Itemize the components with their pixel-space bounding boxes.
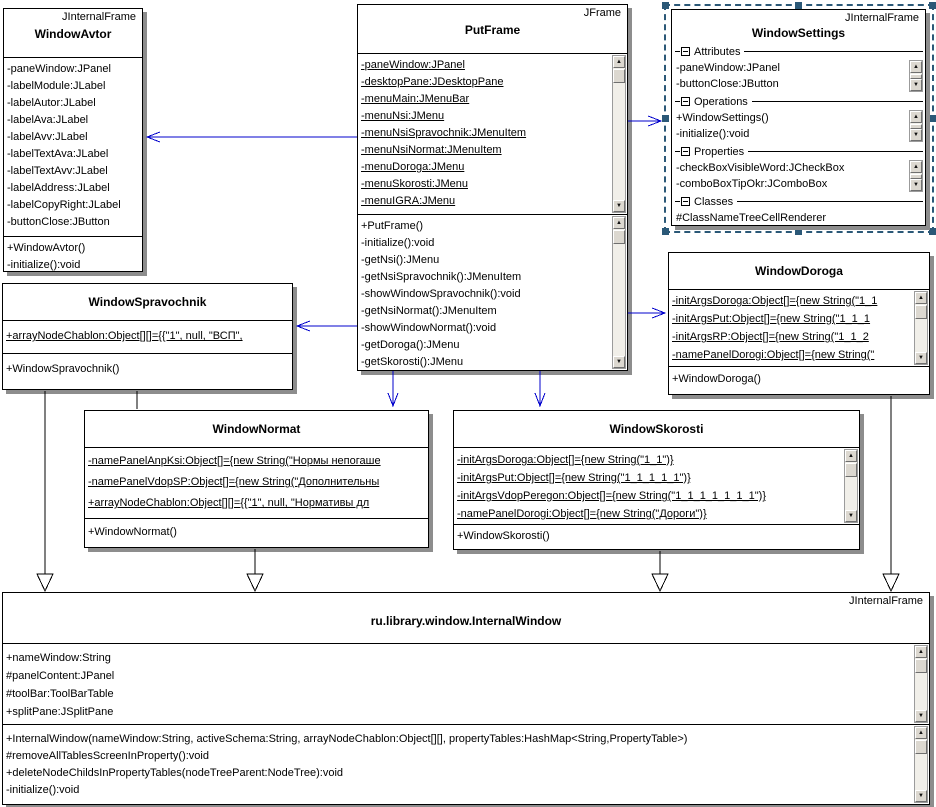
class-name: PutFrame: [464, 23, 521, 37]
member-row: -initialize():void: [6, 784, 80, 796]
divider: [752, 101, 923, 102]
member-row: +arrayNodeChablon:Object[][]={{"1", null, "Нормативы дл: [88, 497, 370, 509]
section-label: Operations: [694, 95, 748, 108]
member-row: +WindowNormat(): [88, 526, 177, 538]
scrollbar-track[interactable]: [613, 83, 625, 200]
scrollbar[interactable]: [914, 291, 928, 365]
attributes-compartment: [358, 53, 627, 214]
member-row: +WindowSettings(): [676, 112, 769, 124]
member-row: #removeAllTablesScreenInProperty():void: [6, 750, 209, 762]
member-row: -namePanelAnpKsi:Object[]={new String("Нормы непогаше: [88, 455, 381, 467]
member-row: #panelContent:JPanel: [6, 670, 115, 682]
divider: [737, 201, 923, 202]
class-title: [358, 5, 627, 53]
generalization-windowskorosti-to-internalwindow[interactable]: [652, 551, 668, 591]
class-title: [85, 411, 428, 447]
member-row: -menuNsiSpravochnik:JMenuItem: [361, 127, 527, 139]
class-name: WindowSkorosti: [609, 422, 704, 436]
scrollbar-up-button[interactable]: ▲: [910, 161, 922, 173]
scrollbar-down-button[interactable]: ▼: [910, 129, 922, 141]
member-row: -menuNsiNormat:JMenuItem: [361, 144, 502, 156]
stereotype-label: JFrame: [583, 7, 621, 19]
member-row: #ClassNameTreeCellRenderer: [676, 212, 826, 224]
class-window-spravochnik[interactable]: [2, 283, 293, 390]
member-row: -labelAutor:JLabel: [7, 97, 96, 109]
selection-handle[interactable]: [662, 228, 669, 235]
scrollbar[interactable]: [844, 449, 858, 523]
attributes-compartment: [85, 447, 428, 518]
scrollbar-track[interactable]: [915, 673, 927, 710]
member-row: -initArgsVdopPeregon:Object[]={new String("1_1_1_1_1_1_1")}: [457, 490, 766, 502]
class-title: [3, 284, 292, 320]
member-row: -menuIGRA:JMenu: [361, 195, 456, 207]
member-row: -showWindowSpravochnik():void: [361, 288, 521, 300]
member-row: -labelModule:JLabel: [7, 80, 106, 92]
scrollbar[interactable]: [909, 160, 923, 192]
scrollbar-thumb[interactable]: [613, 230, 625, 244]
scrollbar[interactable]: [914, 726, 928, 803]
class-title: [454, 411, 859, 447]
attributes-compartment: [669, 289, 929, 366]
class-name: WindowSettings: [751, 26, 846, 40]
scrollbar-thumb[interactable]: [845, 463, 857, 477]
attributes-compartment: [3, 320, 292, 353]
member-row: -getSkorosti():JMenu: [361, 356, 464, 368]
member-row: #toolBar:ToolBarTable: [6, 688, 114, 700]
dependency-putframe-to-windowskorosti[interactable]: [535, 371, 545, 406]
class-title: [669, 253, 929, 289]
class-put-frame[interactable]: [357, 4, 628, 371]
member-row: -buttonClose:JButton: [676, 78, 779, 90]
class-title: [3, 593, 929, 643]
member-row: -labelAddress:JLabel: [7, 182, 110, 194]
member-row: -paneWindow:JPanel: [361, 59, 465, 71]
scrollbar-down-button[interactable]: ▼: [910, 79, 922, 91]
scrollbar-up-button[interactable]: ▲: [915, 646, 927, 658]
attributes-compartment: [454, 447, 859, 524]
member-row: -labelAvv:JLabel: [7, 131, 88, 143]
attributes-compartment: [4, 57, 142, 236]
member-row: -menuNsi:JMenu: [361, 110, 445, 122]
selection-handle[interactable]: [795, 228, 802, 235]
member-row: +splitPane:JSplitPane: [6, 706, 114, 718]
dependency-putframe-to-windownormat[interactable]: [388, 371, 398, 406]
member-row: -namePanelDorogi:Object[]={new String(": [672, 349, 875, 361]
scrollbar-down-button[interactable]: ▼: [910, 179, 922, 191]
section-header-operations[interactable]: [672, 94, 925, 109]
scrollbar-up-button[interactable]: ▲: [613, 56, 625, 68]
member-row: +WindowSkorosti(): [457, 530, 550, 542]
dependency-putframe-to-windowsettings[interactable]: [628, 116, 661, 126]
member-row: -labelTextAvv:JLabel: [7, 165, 108, 177]
divider: [744, 51, 923, 52]
member-row: -desktopPane:JDesktopPane: [361, 76, 504, 88]
scrollbar-up-button[interactable]: ▲: [910, 111, 922, 123]
section-rows: [672, 159, 925, 194]
section-rows: [672, 59, 925, 94]
selection-handle[interactable]: [662, 2, 669, 9]
methods-compartment: [454, 524, 859, 549]
member-row: -initArgsPut:Object[]={new String("1_1_1_1_1")}: [457, 472, 691, 484]
member-row: -paneWindow:JPanel: [7, 63, 111, 75]
member-row: -getNsi():JMenu: [361, 254, 440, 266]
member-row: +nameWindow:String: [6, 652, 111, 664]
class-name: WindowDoroga: [755, 264, 843, 278]
section-label: Classes: [694, 195, 734, 208]
scrollbar-track[interactable]: [915, 319, 927, 352]
class-window-normat[interactable]: [84, 410, 429, 548]
member-row: -initialize():void: [361, 237, 435, 249]
stereotype-label: JInternalFrame: [62, 11, 136, 23]
divider: [748, 151, 923, 152]
member-row: -menuDoroga:JMenu: [361, 161, 465, 173]
member-row: +PutFrame(): [361, 220, 424, 232]
member-row: -buttonClose:JButton: [7, 216, 110, 228]
dependency-putframe-to-windowavtor[interactable]: [147, 132, 357, 142]
collapse-icon[interactable]: [681, 97, 690, 106]
methods-compartment: [3, 353, 292, 389]
member-row: -menuMain:JMenuBar: [361, 93, 470, 105]
dependency-putframe-to-windowspravochnik[interactable]: [297, 321, 357, 331]
selection-handle[interactable]: [795, 2, 802, 9]
scrollbar[interactable]: [612, 55, 626, 213]
member-row: -initialize():void: [7, 259, 81, 271]
member-row: -namePanelVdopSP:Object[]={new String("Дополнительны: [88, 476, 380, 488]
scrollbar-down-button[interactable]: ▼: [613, 356, 625, 368]
scrollbar-up-button[interactable]: ▲: [915, 727, 927, 739]
methods-compartment: [669, 366, 929, 394]
member-row: -labelCopyRight:JLabel: [7, 199, 121, 211]
selection-handle[interactable]: [929, 228, 936, 235]
section-rows: [672, 109, 925, 144]
divider: [675, 51, 680, 52]
scrollbar-down-button[interactable]: ▼: [845, 510, 857, 522]
methods-compartment: [3, 724, 929, 804]
dependency-putframe-to-windowdoroga[interactable]: [628, 308, 665, 318]
member-row: -showWindowNormat():void: [361, 322, 497, 334]
member-row: -namePanelDorogi:Object[]={new String("Дороги")}: [457, 508, 707, 520]
scrollbar-track[interactable]: [845, 477, 857, 510]
scrollbar-down-button[interactable]: ▼: [915, 352, 927, 364]
member-row: -labelTextAva:JLabel: [7, 148, 109, 160]
stereotype-label: JInternalFrame: [849, 595, 923, 607]
collapse-icon[interactable]: [681, 147, 690, 156]
scrollbar-down-button[interactable]: ▼: [915, 790, 927, 802]
scrollbar-up-button[interactable]: ▲: [915, 292, 927, 304]
member-row: -initArgsPut:Object[]={new String("1_1_1: [672, 313, 871, 325]
section-header-attributes[interactable]: [672, 44, 925, 59]
class-name: WindowNormat: [212, 422, 301, 436]
scrollbar-track[interactable]: [915, 754, 927, 790]
member-row: -initArgsDoroga:Object[]={new String("1_1: [672, 295, 878, 307]
scrollbar-thumb[interactable]: [915, 740, 927, 754]
generalization-windownormat-to-internalwindow[interactable]: [247, 549, 263, 591]
methods-compartment: [358, 214, 627, 370]
stereotype-label: JInternalFrame: [845, 12, 919, 24]
scrollbar-up-button[interactable]: ▲: [910, 61, 922, 73]
divider: [675, 101, 680, 102]
methods-compartment: [4, 236, 142, 271]
member-row: -paneWindow:JPanel: [676, 62, 780, 74]
class-window-skorosti[interactable]: [453, 410, 860, 550]
scrollbar[interactable]: [909, 110, 923, 142]
class-internal-window[interactable]: [2, 592, 930, 805]
member-row: -initArgsDoroga:Object[]={new String("1_1")}: [457, 454, 674, 466]
scrollbar-thumb[interactable]: [613, 69, 625, 83]
section-label: Attributes: [694, 45, 741, 58]
member-row: -getNsiSpravochnik():JMenuItem: [361, 271, 522, 283]
scrollbar[interactable]: [612, 216, 626, 369]
member-row: +deleteNodeChildsInPropertyTables(nodeTreeParent:NodeTree):void: [6, 767, 344, 779]
selection-handle[interactable]: [662, 115, 669, 122]
member-row: +WindowAvtor(): [7, 242, 86, 254]
divider: [675, 201, 680, 202]
member-row: -initialize():void: [676, 128, 750, 140]
class-window-doroga[interactable]: [668, 252, 930, 395]
class-name: ru.library.window.InternalWindow: [370, 614, 562, 628]
section-label: Properties: [694, 145, 745, 158]
collapse-icon[interactable]: [681, 47, 690, 56]
scrollbar-up-button[interactable]: ▲: [845, 450, 857, 462]
member-row: -comboBoxTipOkr:JComboBox: [676, 178, 828, 190]
member-row: -getNsiNormat():JMenuItem: [361, 305, 497, 317]
section-header-classes[interactable]: [672, 194, 925, 209]
class-window-avtor[interactable]: [3, 8, 143, 272]
member-row: +WindowSpravochnik(): [6, 363, 120, 375]
member-row: -menuSkorosti:JMenu: [361, 178, 468, 190]
class-title: [672, 10, 925, 44]
scrollbar-track[interactable]: [613, 244, 625, 356]
scrollbar-up-button[interactable]: ▲: [613, 217, 625, 229]
selection-handle[interactable]: [929, 115, 936, 122]
class-name: WindowAvtor: [34, 27, 112, 41]
section-header-properties[interactable]: [672, 144, 925, 159]
member-row: +InternalWindow(nameWindow:String, activeSchema:String, arrayNodeChablon:Object[][], propertyTables:HashMap<String,PropertyTable>): [6, 733, 688, 745]
methods-compartment: [85, 518, 428, 547]
scrollbar[interactable]: [914, 645, 928, 723]
collapse-icon[interactable]: [681, 197, 690, 206]
generalization-windowspravochnik-to-internalwindow[interactable]: [37, 391, 53, 591]
member-row: -getDoroga():JMenu: [361, 339, 460, 351]
attributes-compartment: [3, 643, 929, 724]
scrollbar-down-button[interactable]: ▼: [613, 200, 625, 212]
scrollbar[interactable]: [909, 60, 923, 92]
generalization-windowdoroga-to-internalwindow[interactable]: [883, 396, 899, 591]
member-row: -labelAva:JLabel: [7, 114, 89, 126]
class-title: [4, 9, 142, 57]
member-row: -checkBoxVisibleWord:JCheckBox: [676, 162, 845, 174]
class-name: WindowSpravochnik: [88, 295, 207, 309]
member-row: +WindowDoroga(): [672, 373, 761, 385]
divider: [675, 151, 680, 152]
section-rows: [672, 209, 925, 228]
scrollbar-thumb[interactable]: [915, 305, 927, 319]
scrollbar-down-button[interactable]: ▼: [915, 710, 927, 722]
scrollbar-thumb[interactable]: [915, 659, 927, 673]
member-row: +arrayNodeChablon:Object[][]={{"1", null, "ВСП",: [6, 330, 243, 342]
class-window-settings[interactable]: [671, 9, 926, 226]
member-row: -initArgsRP:Object[]={new String("1_1_2: [672, 331, 869, 343]
selection-handle[interactable]: [929, 2, 936, 9]
